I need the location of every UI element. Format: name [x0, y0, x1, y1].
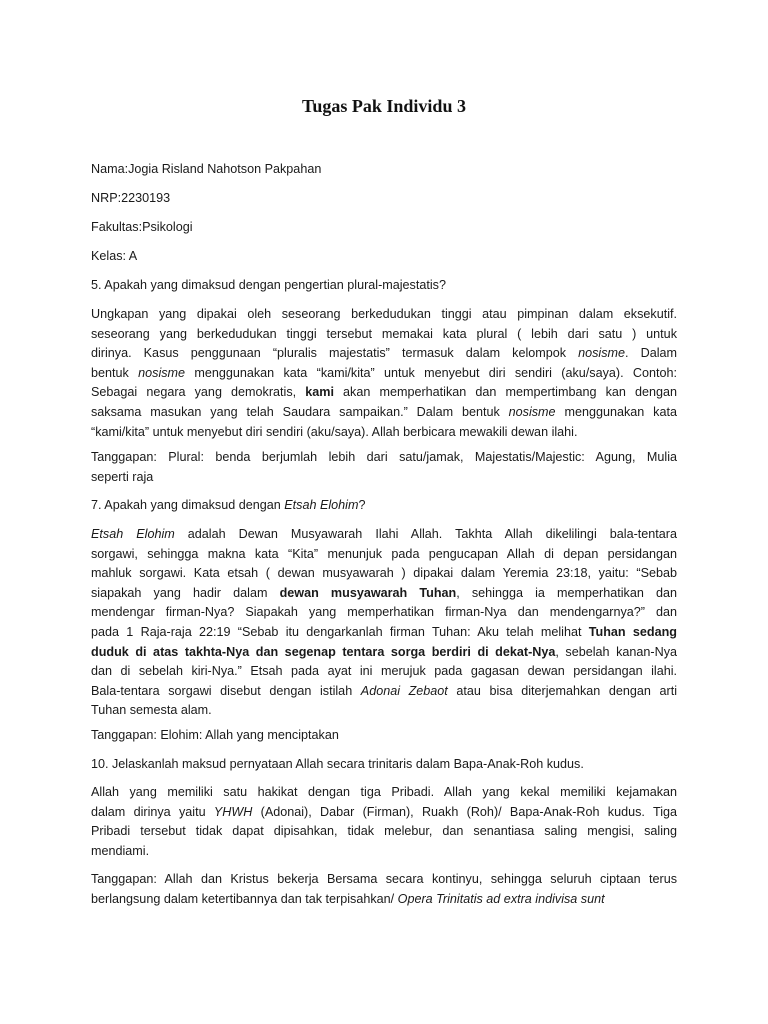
student-name: Nama:Jogia Risland Nahotson Pakpahan: [91, 162, 322, 176]
answer-7-line: sorgawi, sehingga makna kata “Kita” menunjuk pada pengucapan Allah di depan persidangan: [91, 546, 677, 561]
answer-10-line: dalam dirinya yaitu YHWH (Adonai), Dabar (Firman), Ruakh (Roh)/ Bapa-Anak-Roh kudus. Tiga: [91, 804, 677, 819]
answer-7-line: siapakah yang hadir dalam dewan musyawarah Tuhan, sehingga ia memperhatikan dan: [91, 585, 677, 600]
answer-5-line: “kami/kita” untuk menyebut diri sendiri (aku/saya). Allah berbicara mewakili dewan ilahi.: [91, 424, 578, 439]
answer-10-line: Pribadi tersebut tidak dapat dipisahkan, tidak melebur, dan senantiasa saling mengisi, saling: [91, 824, 677, 839]
question-10: 10. Jelaskanlah maksud pernyataan Allah secara trinitaris dalam Bapa-Anak-Roh kudus.: [91, 757, 584, 771]
student-nrp: NRP:2230193: [91, 191, 171, 205]
answer-7: [91, 525, 677, 721]
term-nosisme: nosisme: [508, 404, 556, 419]
answer-7-line: mendengar firman-Nya? Siapakah yang memperhatikan firman-Nya dan mendengarnya?” dan: [91, 605, 677, 620]
answer-7-line: mahluk sorgawi. Kata etsah ( dewan musyawarah ) dipakai dalam Yeremia 23:18, yaitu: “Sebab: [91, 566, 677, 581]
answer-10-line: Allah yang memiliki satu hakikat dengan tiga Pribadi. Allah yang kekal memiliki kejamakan: [91, 785, 677, 799]
emphasis-kami: kami: [305, 385, 334, 400]
answer-5-line: seseorang yang berkedudukan tinggi tersebut memakai kata plural ( lebih dari satu ) untuk: [91, 326, 677, 341]
student-faculty: Fakultas:Psikologi: [91, 220, 193, 234]
question-5: 5. Apakah yang dimaksud dengan pengertian plural-majestatis?: [91, 278, 446, 292]
term-nosisme: nosisme: [578, 346, 626, 361]
answer-5-line: Ungkapan yang dipakai oleh seseorang berkedudukan tinggi atau pimpinan dalam eksekutif.: [91, 307, 677, 321]
question-7: 7. Apakah yang dimaksud dengan Etsah Elohim?: [91, 498, 366, 512]
answer-7-line: Etsah Elohim adalah Dewan Musyawarah Ilahi Allah. Takhta Allah dikelilingi bala-tentara: [91, 527, 677, 541]
answer-5-line: Sebagai negara yang demokratis, kami akan memperhatikan dan mempertimbang kan dengan: [91, 385, 677, 400]
response-5-line: Tanggapan: Plural: benda berjumlah lebih dari satu/jamak, Majestatis/Majestic: Agung, Mulia: [91, 450, 677, 464]
answer-7-line: pada 1 Raja-raja 22:19 “Sebab itu dengarkanlah firman Tuhan: Aku telah melihat Tuhan sedang: [91, 624, 677, 639]
response-10-line: berlangsung dalam ketertibannya dan tak terpisahkan/ Opera Trinitatis ad extra indivisa sunt: [91, 891, 605, 906]
answer-7-line: Bala-tentara sorgawi disebut dengan istilah Adonai Zebaot atau bisa diterjemahkan dengan arti: [91, 683, 677, 698]
response-5-line: seperti raja: [91, 469, 154, 484]
page-title: Tugas Pak Individu 3: [302, 96, 466, 116]
response-7: Tanggapan: Elohim: Allah yang menciptakan: [91, 728, 339, 742]
answer-10-line: mendiami.: [91, 843, 150, 858]
response-10: [91, 870, 677, 909]
answer-5: [91, 305, 677, 442]
response-10-line: Tanggapan: Allah dan Kristus bekerja Bersama secara kontinyu, sehingga seluruh ciptaan terus: [91, 872, 677, 886]
student-class: Kelas: A: [91, 249, 138, 263]
answer-5-line: dirinya. Kasus penggunaan “pluralis majestatis” termasuk dalam kelompok nosisme. Dalam: [91, 346, 677, 361]
term-nosisme: nosisme: [138, 365, 186, 380]
response-5: [91, 448, 677, 487]
answer-10: [91, 783, 677, 861]
answer-7-line: duduk di atas takhta-Nya dan segenap tentara sorga berdiri di dekat-Nya, sebelah kanan-Nya: [91, 644, 678, 659]
answer-5-line: bentuk nosisme menggunakan kata “kami/kita” untuk menyebut diri sendiri (aku/saya). Contoh:: [91, 365, 678, 380]
answer-5-line: saksama masukan yang telah Saudara sampaikan.” Dalam bentuk nosisme menggunakan kata: [91, 404, 677, 419]
answer-7-line: Tuhan semesta alam.: [91, 703, 212, 718]
answer-7-line: dan di sebelah kiri-Nya.” Etsah pada ayat ini merujuk pada gagasan dewan persidangan ilahi.: [91, 664, 677, 679]
term-etsah-elohim: Etsah Elohim: [284, 498, 359, 512]
